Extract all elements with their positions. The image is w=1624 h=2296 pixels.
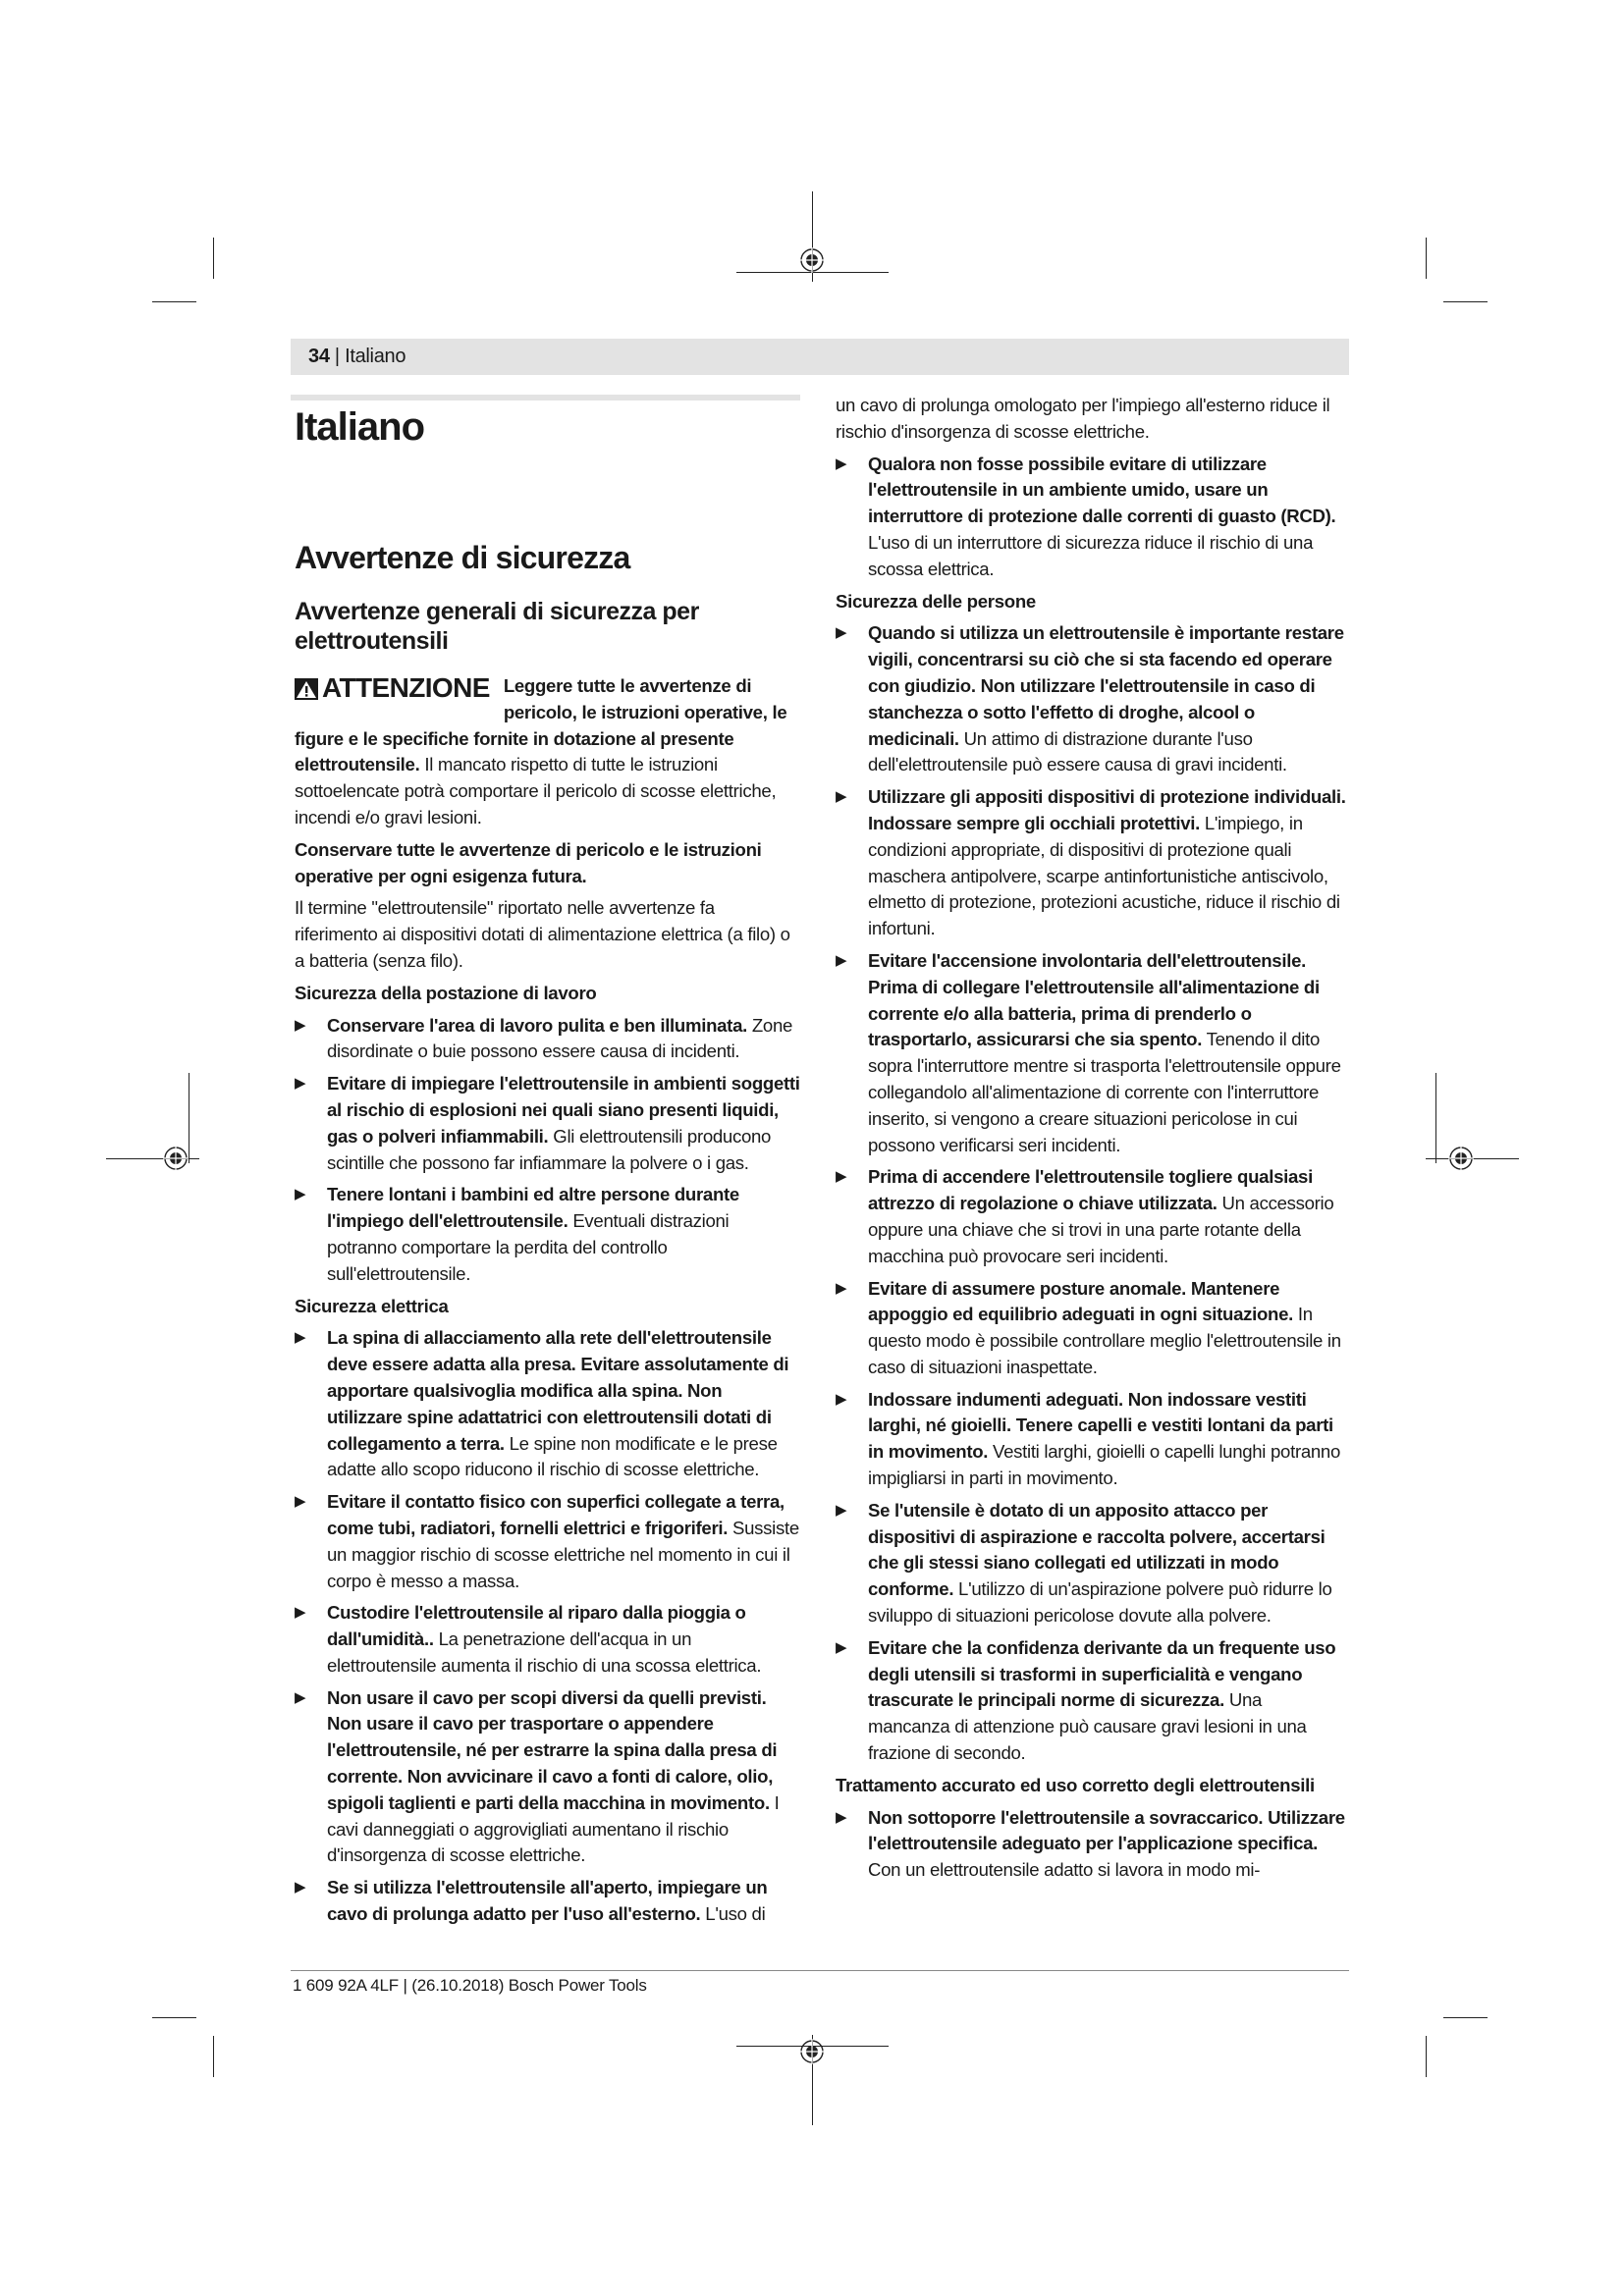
item-text: In questo modo è possibile controllare meglio l'elettroutensile in caso di situazioni inaspettate. bbox=[868, 1304, 1341, 1377]
list-item bbox=[836, 620, 1348, 778]
warning-badge bbox=[295, 673, 490, 703]
left-column bbox=[295, 402, 801, 1934]
list-item bbox=[836, 1635, 1348, 1767]
bullet-arrow-icon: ▶ bbox=[295, 1604, 306, 1622]
item-bold: Quando si utilizza un elettroutensile è importante restare vigili, concentrarsi su ciò che si sta facendo ed operare con giudizio. Non utilizzare l'elettroutensile in caso di stanchezza o sotto l'effetto di droghe, alcool o medicinali. bbox=[868, 622, 1344, 749]
item-bold: Evitare di assumere posture anomale. Mantenere appoggio ed equilibrio adeguati in ogni situazione. bbox=[868, 1277, 1294, 1325]
list-item bbox=[295, 1071, 801, 1176]
item-text: Una mancanza di attenzione può causare gravi lesioni in una frazione di secondo. bbox=[868, 1689, 1307, 1764]
electrical-heading: Sicurezza elettrica bbox=[295, 1295, 449, 1316]
item-text: Un attimo di distrazione durante l'uso dell'elettroutensile può essere causa di gravi incidenti. bbox=[868, 727, 1287, 775]
work-area-heading: Sicurezza della postazione di lavoro bbox=[295, 982, 597, 1003]
crop-mark bbox=[152, 301, 196, 302]
subsection-title: Avvertenze generali di sicurezza per elettroutensili bbox=[295, 598, 699, 655]
bullet-arrow-icon: ▶ bbox=[295, 1016, 306, 1034]
footer-rule bbox=[291, 1970, 1349, 1971]
header-section: Italiano bbox=[345, 346, 406, 367]
item-bold: Non sottoporre l'elettroutensile a sovraccarico. Utilizzare l'elettroutensile adeguato per l'applicazione specifica. bbox=[868, 1806, 1345, 1854]
crop-mark bbox=[1426, 2036, 1427, 2077]
title-rule bbox=[291, 395, 800, 400]
keep-instructions-note: Conservare tutte le avvertenze di pericolo e le istruzioni operative per ogni esigenza futura. bbox=[295, 838, 762, 886]
item-text: L'uso di un interruttore di sicurezza riduce il rischio di una scossa elettrica. bbox=[868, 531, 1314, 579]
list-item bbox=[295, 1325, 801, 1483]
item-text: Zone disordinate o buie possono essere causa di incidenti. bbox=[327, 1014, 793, 1062]
crop-mark bbox=[1443, 2017, 1488, 2018]
list-item bbox=[295, 1600, 801, 1679]
bullet-arrow-icon: ▶ bbox=[295, 1688, 306, 1706]
page-footer: 1 609 92A 4LF | (26.10.2018) Bosch Power Tools bbox=[293, 1976, 647, 1995]
item-text: Le spine non modificate e le prese adatte allo scopo riducono il rischio di scosse elettriche. bbox=[327, 1432, 778, 1480]
list-item bbox=[295, 1013, 801, 1066]
warning-bold-text: Leggere tutte le avvertenze di pericolo, le istruzioni operative, le figure e le specifiche fornite in dotazione al presente elettroutensile. bbox=[295, 675, 787, 775]
item-bold: Evitare di impiegare l'elettroutensile in ambienti soggetti al rischio di esplosioni nei quali siano presenti liquidi, gas o polveri infiammabili. bbox=[327, 1073, 800, 1147]
warning-label: ATTENZIONE bbox=[322, 672, 490, 703]
crop-mark bbox=[152, 2017, 196, 2018]
bullet-arrow-icon: ▶ bbox=[836, 454, 847, 472]
bullet-arrow-icon: ▶ bbox=[295, 1186, 306, 1203]
list-item bbox=[836, 452, 1348, 583]
item-bold: Evitare che la confidenza derivante da un frequente uso degli utensili si trasformi in superficialità e vengano trascurate le principali norme di sicurezza. bbox=[868, 1636, 1336, 1711]
personal-safety-heading: Sicurezza delle persone bbox=[836, 590, 1036, 612]
item-text: Con un elettroutensile adatto si lavora in modo mi- bbox=[868, 1859, 1261, 1881]
handling-heading: Trattamento accurato ed uso corretto degli elettroutensili bbox=[836, 1774, 1315, 1795]
item-text: Sussiste un maggior rischio di scosse elettriche nel momento in cui il corpo è messo a massa. bbox=[327, 1517, 799, 1591]
bullet-arrow-icon: ▶ bbox=[836, 1808, 847, 1826]
item-bold: Prima di accendere l'elettroutensile togliere qualsiasi attrezzo di regolazione o chiave utilizzata. bbox=[868, 1166, 1313, 1214]
crop-mark bbox=[213, 238, 214, 279]
bullet-arrow-icon: ▶ bbox=[295, 1879, 306, 1896]
item-bold: Non usare il cavo per scopi diversi da quelli previsti. Non usare il cavo per trasportare o appendere l'elettroutensile, né per estrarre la spina dalla presa di corrente. Non avvicinare il cavo a fonti di calore, olio, spigoli taglienti e parti della macchina in movimento. bbox=[327, 1686, 778, 1813]
registration-target-icon bbox=[799, 247, 825, 273]
item-text: Gli elettroutensili producono scintille che possono far infiammare la polvere o i gas. bbox=[327, 1125, 772, 1173]
item-text: Tenendo il dito sopra l'interruttore mentre si trasporta l'elettroutensile oppure collegandolo all'alimentazione di corrente con l'interruttore inserito, si vengono a creare situazioni pericolose in cui possono verificarsi seri incidenti. bbox=[868, 1029, 1341, 1155]
bullet-arrow-icon: ▶ bbox=[836, 624, 847, 642]
page-number: 34 bbox=[308, 346, 330, 367]
list-item bbox=[836, 784, 1348, 942]
bullet-arrow-icon: ▶ bbox=[295, 1075, 306, 1093]
item-text: L'impiego, in condizioni appropriate, di dispositivi di protezione quali maschera antipolvere, scarpe antinfortunistiche antiscivolo, elmetto di protezione, protezioni acustiche, riduce il rischio di infortuni. bbox=[868, 812, 1340, 939]
item-bold: Se si utilizza l'elettroutensile all'aperto, impiegare un cavo di prolunga adatto per l'uso all'esterno. bbox=[327, 1877, 768, 1925]
bullet-arrow-icon: ▶ bbox=[836, 1638, 847, 1656]
list-item bbox=[836, 1164, 1348, 1269]
bullet-arrow-icon: ▶ bbox=[295, 1493, 306, 1511]
page-header bbox=[308, 346, 406, 368]
term-definition: Il termine "elettroutensile" riportato nelle avvertenze fa riferimento ai dispositivi dotati di alimentazione elettrica (a filo) o a batteria (senza filo). bbox=[295, 897, 790, 971]
registration-target-icon bbox=[163, 1146, 189, 1171]
bullet-arrow-icon: ▶ bbox=[295, 1329, 306, 1347]
list-item bbox=[836, 1805, 1348, 1884]
item-bold: Conservare l'area di lavoro pulita e ben illuminata. bbox=[327, 1014, 747, 1036]
bullet-arrow-icon: ▶ bbox=[836, 1501, 847, 1519]
list-item bbox=[836, 1276, 1348, 1381]
bullet-arrow-icon: ▶ bbox=[836, 951, 847, 969]
list-item bbox=[295, 1875, 801, 1928]
item-bold: Evitare il contatto fisico con superfici collegate a terra, come tubi, radiatori, fornelli elettrici e frigoriferi. bbox=[327, 1491, 785, 1538]
bullet-arrow-icon: ▶ bbox=[836, 788, 847, 806]
list-item bbox=[295, 1182, 801, 1287]
section-title: Avvertenze di sicurezza bbox=[295, 540, 630, 575]
list-item bbox=[836, 948, 1348, 1158]
continuation-text: un cavo di prolunga omologato per l'impiego all'esterno riduce il rischio d'insorgenza di scosse elettriche. bbox=[836, 395, 1330, 442]
bullet-arrow-icon: ▶ bbox=[836, 1168, 847, 1186]
warning-triangle-icon bbox=[295, 678, 318, 700]
item-text: La penetrazione dell'acqua in un elettroutensile aumenta il rischio di una scossa elettrica. bbox=[327, 1629, 762, 1676]
list-item bbox=[295, 1685, 801, 1870]
item-bold: Custodire l'elettroutensile al riparo dalla pioggia o dall'umidità.. bbox=[327, 1602, 746, 1650]
crop-mark bbox=[1443, 301, 1488, 302]
item-text: I cavi danneggiati o aggrovigliati aumentano il rischio d'insorgenza di scosse elettriche. bbox=[327, 1791, 780, 1866]
registration-target-icon bbox=[1448, 1146, 1474, 1171]
list-item bbox=[836, 1387, 1348, 1492]
bullet-arrow-icon: ▶ bbox=[836, 1279, 847, 1297]
bullet-arrow-icon: ▶ bbox=[836, 1390, 847, 1408]
item-bold: Indossare indumenti adeguati. Non indossare vestiti larghi, né gioielli. Tenere capelli e vestiti lontani da parti in movimento. bbox=[868, 1388, 1333, 1463]
item-bold: Evitare l'accensione involontaria dell'elettroutensile. Prima di collegare l'elettroutensile all'alimentazione di corrente e/o alla batteria, prima di prenderlo o trasportarlo, assicurarsi che sia spento. bbox=[868, 949, 1320, 1050]
item-bold: La spina di allacciamento alla rete dell'elettroutensile deve essere adatta alla presa. Evitare assolutamente di apportare qualsivoglia modifica alla spina. Non utilizzare spine adattatrici con elettroutensili dotati di collegamento a terra. bbox=[327, 1327, 789, 1454]
item-text: L'utilizzo di un'aspirazione polvere può ridurre lo sviluppo di situazioni pericolose dovute alla polvere. bbox=[868, 1578, 1332, 1627]
item-bold: Qualora non fosse possibile evitare di utilizzare l'elettroutensile in un ambiente umido, usare un interruttore di protezione dalle correnti di guasto (RCD). bbox=[868, 453, 1336, 527]
crop-mark bbox=[1426, 238, 1427, 279]
item-text: Vestiti larghi, gioielli o capelli lunghi potranno impigliarsi in parti in movimento. bbox=[868, 1441, 1341, 1489]
header-separator: | bbox=[329, 346, 346, 367]
list-item bbox=[295, 1489, 801, 1594]
item-text: L'uso di bbox=[700, 1903, 766, 1925]
list-item bbox=[836, 1498, 1348, 1629]
item-bold: Utilizzare gli appositi dispositivi di protezione individuali. Indossare sempre gli occhiali protettivi. bbox=[868, 786, 1346, 833]
item-text: Un accessorio oppure una chiave che si trovi in una parte rotante della macchina può provocare seri incidenti. bbox=[868, 1193, 1334, 1266]
page-title: Italiano bbox=[295, 405, 425, 449]
item-text: Eventuali distrazioni potranno comportare la perdita del controllo sull'elettroutensile. bbox=[327, 1210, 730, 1284]
item-bold: Se l'utensile è dotato di un apposito attacco per dispositivi di aspirazione e raccolta polvere, accertarsi che gli stessi siano collegati ed utilizzati in modo conforme. bbox=[868, 1499, 1326, 1600]
warning-paragraph bbox=[295, 673, 801, 831]
crop-mark bbox=[213, 2036, 214, 2077]
registration-right bbox=[1435, 1073, 1436, 1163]
right-column bbox=[836, 393, 1348, 1890]
warning-text: Il mancato rispetto di tutte le istruzioni sottoelencate potrà comportare il pericolo di scosse elettriche, incendi e/o gravi lesioni. bbox=[295, 754, 777, 828]
registration-target-icon bbox=[799, 2039, 825, 2064]
page-header-band bbox=[291, 339, 1349, 375]
item-bold: Tenere lontani i bambini ed altre persone durante l'impiego dell'elettroutensile. bbox=[327, 1184, 739, 1232]
